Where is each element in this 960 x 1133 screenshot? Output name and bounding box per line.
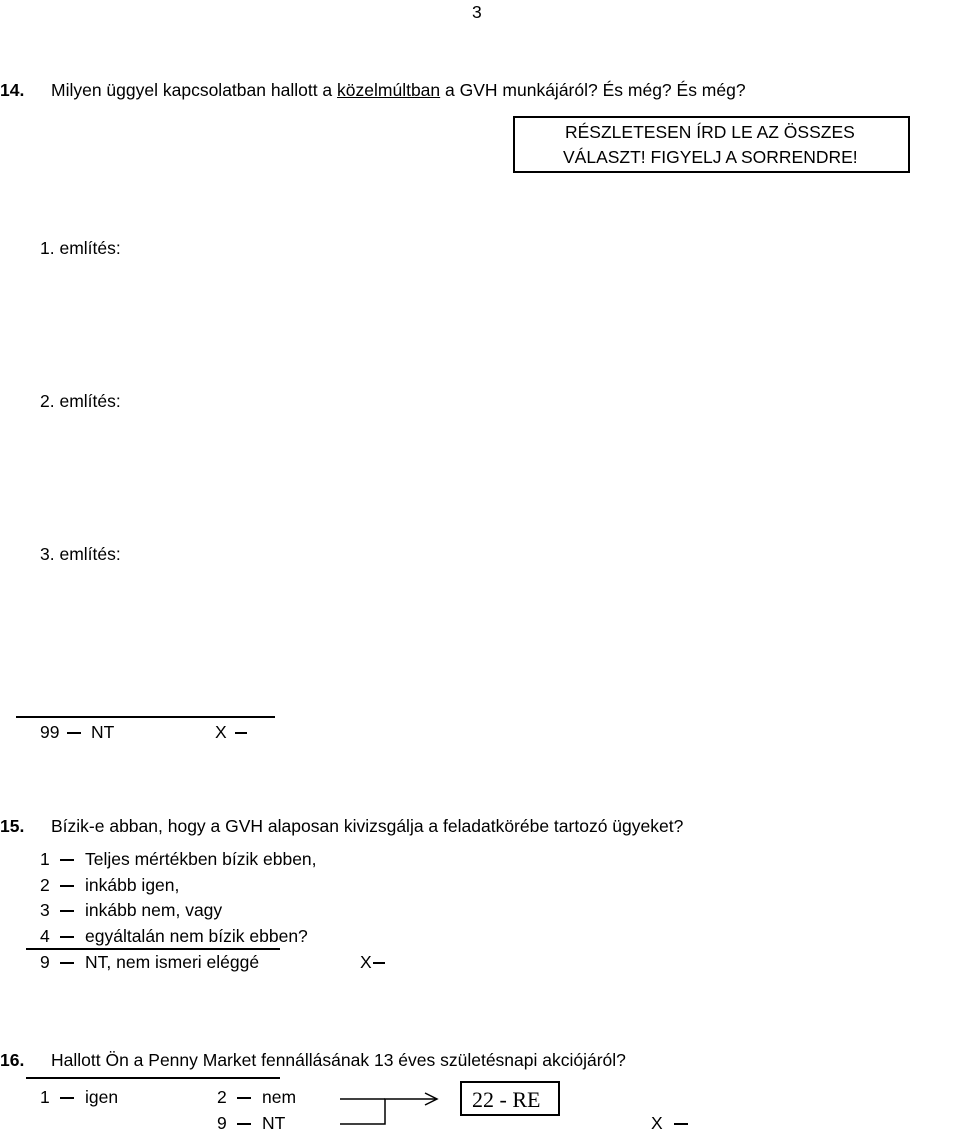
q16-option-2-code: 2 bbox=[217, 1087, 227, 1107]
q14-instruction-line2: VÁLASZT! FIGYELJ A SORRENDRE! bbox=[563, 147, 858, 167]
q15-option-3-code: 3 bbox=[40, 900, 50, 920]
q16-question: Hallott Ön a Penny Market fennállásának 13 éves születésnapi akciójáról? bbox=[51, 1050, 626, 1070]
q15-option-4-label: egyáltalán nem bízik ebben? bbox=[85, 926, 308, 946]
q15-option-1-label: Teljes mértékben bízik ebben, bbox=[85, 849, 317, 869]
q14-text-after: a GVH munkájáról? És még? És még? bbox=[445, 80, 746, 100]
q14-mention-3: 3. említés: bbox=[40, 544, 121, 564]
page-number: 3 bbox=[472, 2, 482, 22]
q14-text-underlined: közelmúltban bbox=[337, 80, 441, 100]
q15-option-3-label: inkább nem, vagy bbox=[85, 900, 223, 920]
q16-skip-label: 22 - RE bbox=[472, 1087, 541, 1112]
q16-option-9-code: 9 bbox=[217, 1113, 227, 1133]
q14-mention-1: 1. említés: bbox=[40, 238, 121, 258]
q15-option-2-code: 2 bbox=[40, 875, 50, 895]
q14-instruction-line1: RÉSZLETESEN ÍRD LE AZ ÖSSZES bbox=[565, 122, 855, 142]
q14-mention-2: 2. említés: bbox=[40, 391, 121, 411]
q15-option-9-label: NT, nem ismeri eléggé bbox=[85, 952, 260, 972]
q16-number: 16. bbox=[0, 1050, 25, 1070]
q14-text-before: Milyen üggyel kapcsolatban hallott a bbox=[51, 80, 333, 100]
q16-option-1-code: 1 bbox=[40, 1087, 50, 1107]
q16-x-dash bbox=[674, 1123, 688, 1125]
q16-option-1-label: igen bbox=[85, 1087, 119, 1107]
q16-option-2-label: nem bbox=[262, 1087, 297, 1107]
q14-nt-label: NT bbox=[91, 722, 115, 742]
q15-option-1-code: 1 bbox=[40, 849, 50, 869]
q14-x-label: X bbox=[215, 722, 227, 742]
q15-option-2-label: inkább igen, bbox=[85, 875, 180, 895]
q16-x-label: X bbox=[651, 1113, 663, 1133]
q15-option-4-code: 4 bbox=[40, 926, 50, 946]
q14-number: 14. bbox=[0, 80, 25, 100]
q14-nt-code: 99 bbox=[40, 722, 60, 742]
q15-number: 15. bbox=[0, 816, 25, 836]
q15-x-label: X bbox=[360, 952, 372, 972]
q15-question: Bízik-e abban, hogy a GVH alaposan kivizsgálja a feladatkörébe tartozó ügyeket? bbox=[51, 816, 684, 836]
q16-option-9-label: NT bbox=[262, 1113, 286, 1133]
q15-option-9-code: 9 bbox=[40, 952, 50, 972]
